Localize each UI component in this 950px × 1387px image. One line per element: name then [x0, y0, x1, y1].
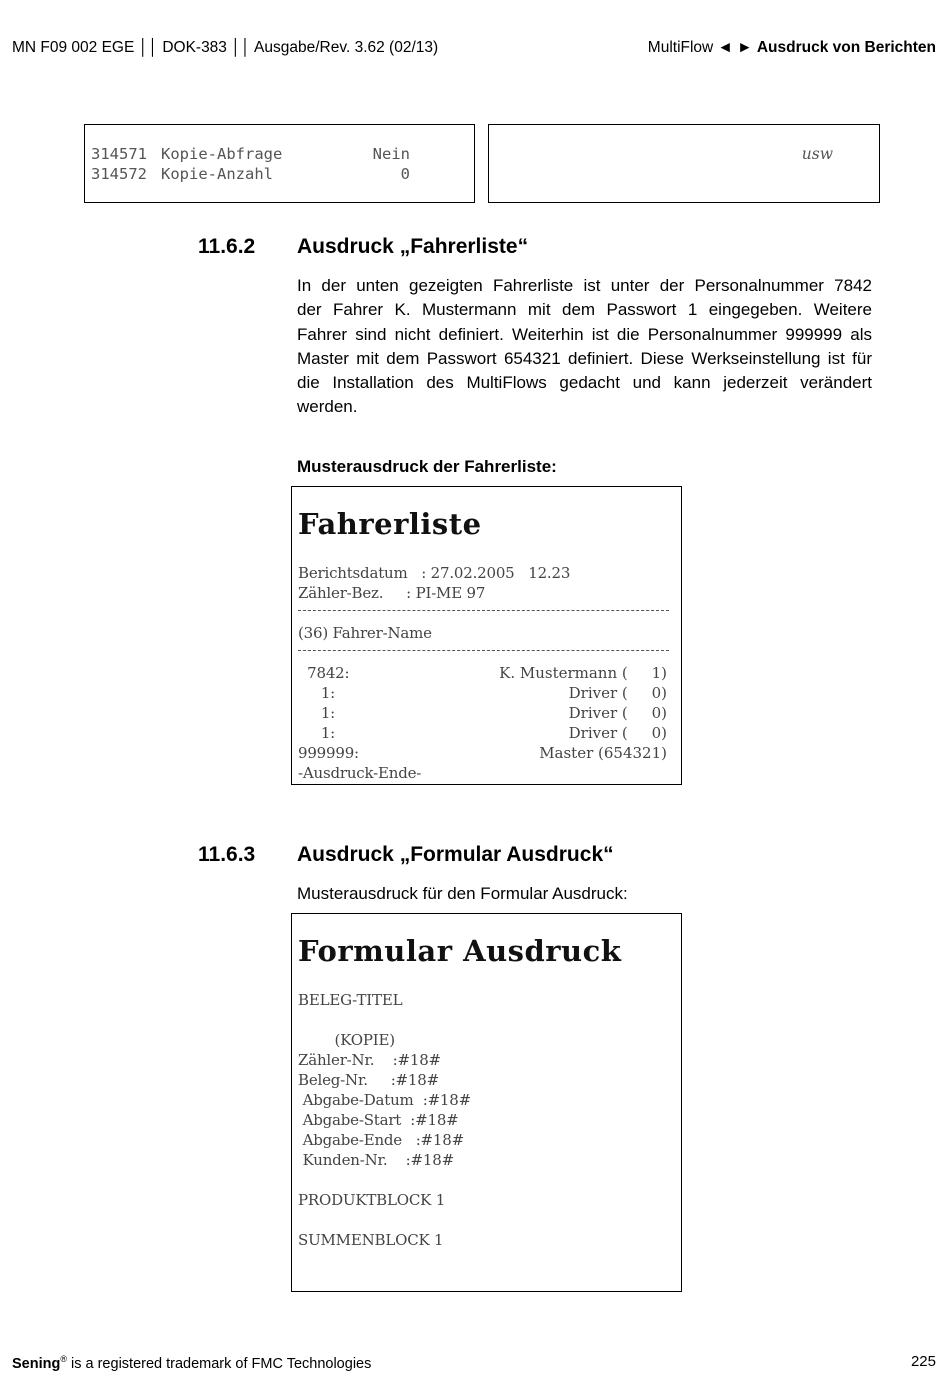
param-value: 0 — [400, 165, 410, 183]
footer-brand: Sening — [12, 1355, 61, 1372]
figure-caption: Musterausdruck für den Formular Ausdruck: — [297, 884, 628, 903]
printout-title: Fahrerliste — [298, 507, 482, 541]
parameter-table-right — [488, 124, 880, 203]
form-line: Abgabe-Ende :#18# — [298, 1131, 464, 1149]
separator — [298, 610, 669, 611]
driver-name: K. Mustermann ( 1) — [499, 664, 667, 682]
printout-end: -Ausdruck-Ende- — [298, 764, 422, 782]
paragraph-line: Fahrer sind nicht definiert. Weiterhin ist die Personalnummer 999999 als — [297, 324, 872, 344]
driver-name: Driver ( 0) — [568, 724, 667, 742]
parameter-table-left — [84, 124, 475, 203]
paragraph-line: Master mit dem Passwort 654321 definiert. Diese Werkseinstellung ist für — [297, 348, 872, 368]
form-line: Abgabe-Datum :#18# — [298, 1091, 471, 1109]
driver-name: Driver ( 0) — [568, 684, 667, 702]
section-paragraph — [297, 274, 872, 420]
report-date: Berichtsdatum : 27.02.2005 12.23 — [298, 564, 571, 582]
form-line: SUMMENBLOCK 1 — [298, 1231, 444, 1249]
driver-name: Driver ( 0) — [568, 704, 667, 722]
header-product: MultiFlow ◄ ► — [647, 39, 757, 56]
driver-number: 999999: — [298, 744, 359, 762]
param-name: Kopie-Anzahl — [161, 165, 273, 183]
driver-number: 1: — [298, 684, 336, 702]
footer-trademark — [12, 1354, 371, 1372]
header-chapter-title: Ausdruck von Berichten — [756, 39, 936, 56]
section-number: 11.6.3 — [198, 843, 256, 866]
form-line: Kunden-Nr. :#18# — [298, 1151, 454, 1169]
param-code: 314571 — [91, 145, 147, 163]
continuation-text: usw — [801, 145, 833, 163]
footer-text: is a registered trademark of FMC Technologies — [66, 1355, 372, 1372]
paragraph-line: die Installation des MultiFlows gedacht und kann jederzeit verändert — [297, 373, 872, 393]
paragraph-line: der Fahrer K. Mustermann mit dem Passwort 1 eingegeben. Weitere — [297, 300, 872, 320]
paragraph-line: In der unten gezeigten Fahrerliste ist unter der Personalnummer 7842 — [297, 276, 872, 295]
param-value: Nein — [372, 145, 410, 163]
page-number: 225 — [910, 1353, 936, 1370]
separator — [298, 650, 669, 651]
form-line: (KOPIE) — [298, 1031, 395, 1049]
registered-mark: ® — [60, 1354, 67, 1364]
section-title: Ausdruck „Formular Ausdruck“ — [297, 843, 614, 866]
paragraph-line: werden. — [297, 397, 358, 417]
header-chapter — [648, 39, 936, 57]
section-title: Ausdruck „Fahrerliste“ — [297, 235, 529, 258]
driver-number: 1: — [298, 704, 336, 722]
driver-name: Master (654321) — [539, 744, 667, 762]
form-printout — [291, 913, 682, 1292]
form-line: BELEG-TITEL — [298, 991, 403, 1009]
driver-list-printout — [291, 486, 682, 785]
form-line: PRODUKTBLOCK 1 — [298, 1191, 446, 1209]
form-line: Abgabe-Start :#18# — [298, 1111, 459, 1129]
header-document-id: MN F09 002 EGE ││ DOK-383 ││ Ausgabe/Rev. 3.62 (02/13) — [12, 39, 439, 56]
counter-name: Zähler-Bez. : PI-ME 97 — [298, 584, 486, 602]
form-line: Zähler-Nr. :#18# — [298, 1051, 441, 1069]
driver-number: 7842: — [298, 664, 350, 682]
param-name: Kopie-Abfrage — [161, 145, 283, 163]
param-code: 314572 — [91, 165, 147, 183]
printout-title: Formular Ausdruck — [298, 934, 622, 968]
figure-caption: Musterausdruck der Fahrerliste: — [297, 457, 557, 476]
column-header: (36) Fahrer-Name — [298, 624, 432, 642]
form-line: Beleg-Nr. :#18# — [298, 1071, 439, 1089]
driver-number: 1: — [298, 724, 336, 742]
section-number: 11.6.2 — [198, 235, 256, 258]
